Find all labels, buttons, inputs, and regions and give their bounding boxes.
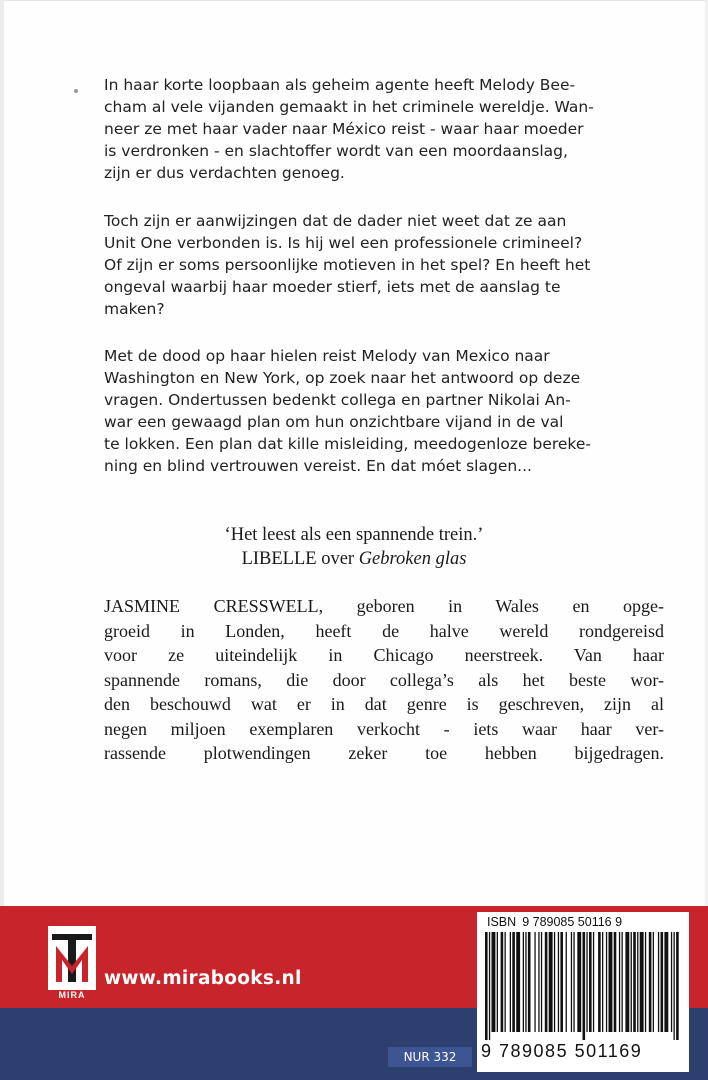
text-line: Toch zijn er aanwijzingen dat de dader niet weet dat ze aan bbox=[104, 212, 567, 230]
review-quote bbox=[0, 523, 708, 571]
ean-digits: 9 789085 501169 bbox=[481, 1041, 643, 1061]
text-line: zijn er dus verdachten genoeg. bbox=[104, 164, 345, 182]
text-line: Unit One verbonden is. Is hij wel een professionele crimineel? bbox=[104, 234, 583, 252]
synopsis-paragraph-2 bbox=[104, 210, 664, 320]
text-line: Washington en New York, op zoek naar het antwoord op deze bbox=[104, 369, 581, 387]
synopsis-paragraph-1 bbox=[104, 74, 664, 184]
bio-line: spannende romans, die door collega’s als het beste wor- bbox=[104, 669, 664, 690]
bio-line: groeid in Londen, heeft de halve wereld rondgereisd bbox=[104, 620, 664, 641]
synopsis-paragraph-3 bbox=[104, 345, 664, 477]
bio-line: JASMINE CRESSWELL, geboren in Wales en opge- bbox=[104, 596, 664, 616]
barcode-panel bbox=[477, 912, 689, 1072]
bio-line: rassende plotwendingen zeker toe hebben bijgedragen. bbox=[104, 743, 664, 763]
text-line: neer ze met haar vader naar México reist - waar haar moeder bbox=[104, 120, 584, 138]
author-bio bbox=[104, 594, 664, 766]
text-line: Met de dood op haar hielen reist Melody van Mexico naar bbox=[104, 347, 550, 365]
isbn-label: ISBN bbox=[487, 915, 517, 929]
text-line: ning en blind vertrouwen vereist. En dat móet slagen... bbox=[104, 457, 532, 475]
publisher-label: MIRA bbox=[58, 990, 86, 1000]
isbn-value: 9 789085 50116 9 bbox=[522, 915, 623, 929]
text-line: vragen. Ondertussen bedenkt collega en partner Nikolai An- bbox=[104, 391, 571, 409]
print-speck bbox=[74, 89, 78, 93]
bio-line: den beschouwd wat er in dat genre is geschreven, zijn al bbox=[104, 694, 664, 714]
text-line: war een gewaagd plan om hun onzichtbare vijand in de val bbox=[104, 413, 564, 431]
text-line: Of zijn er soms persoonlijke motieven in het spel? En heeft het bbox=[104, 256, 591, 274]
barcode-icon bbox=[483, 932, 683, 1040]
bio-line: voor ze uiteindelijk in Chicago neerstreek. Van haar bbox=[104, 645, 664, 665]
isbn-line bbox=[487, 915, 628, 929]
text-line: ongeval waarbij haar moeder stierf, iets met de aanslag te bbox=[104, 278, 561, 296]
website-link[interactable]: www.mirabooks.nl bbox=[104, 968, 302, 989]
quote-source: LIBELLE over bbox=[241, 549, 355, 569]
quote-attribution bbox=[0, 547, 708, 571]
text-line: cham al vele vijanden gemaakt in het criminele wereldje. Wan- bbox=[104, 98, 594, 116]
bio-line: negen miljoen exemplaren verkocht - iets waar haar ver- bbox=[104, 718, 664, 739]
mira-logo-icon bbox=[48, 926, 96, 990]
text-line: maken? bbox=[104, 300, 165, 318]
text-line: te lokken. Een plan dat kille misleiding, meedogenloze bereke- bbox=[104, 435, 591, 453]
text-line: In haar korte loopbaan als geheim agente heeft Melody Bee- bbox=[104, 76, 576, 94]
nur-code: NUR 332 bbox=[388, 1047, 472, 1067]
text-line: is verdronken - en slachtoffer wordt van een moordaanslag, bbox=[104, 142, 568, 160]
quote-text: ‘Het leest als een spannende trein.’ bbox=[224, 525, 484, 545]
quote-source-title: Gebroken glas bbox=[358, 549, 467, 569]
